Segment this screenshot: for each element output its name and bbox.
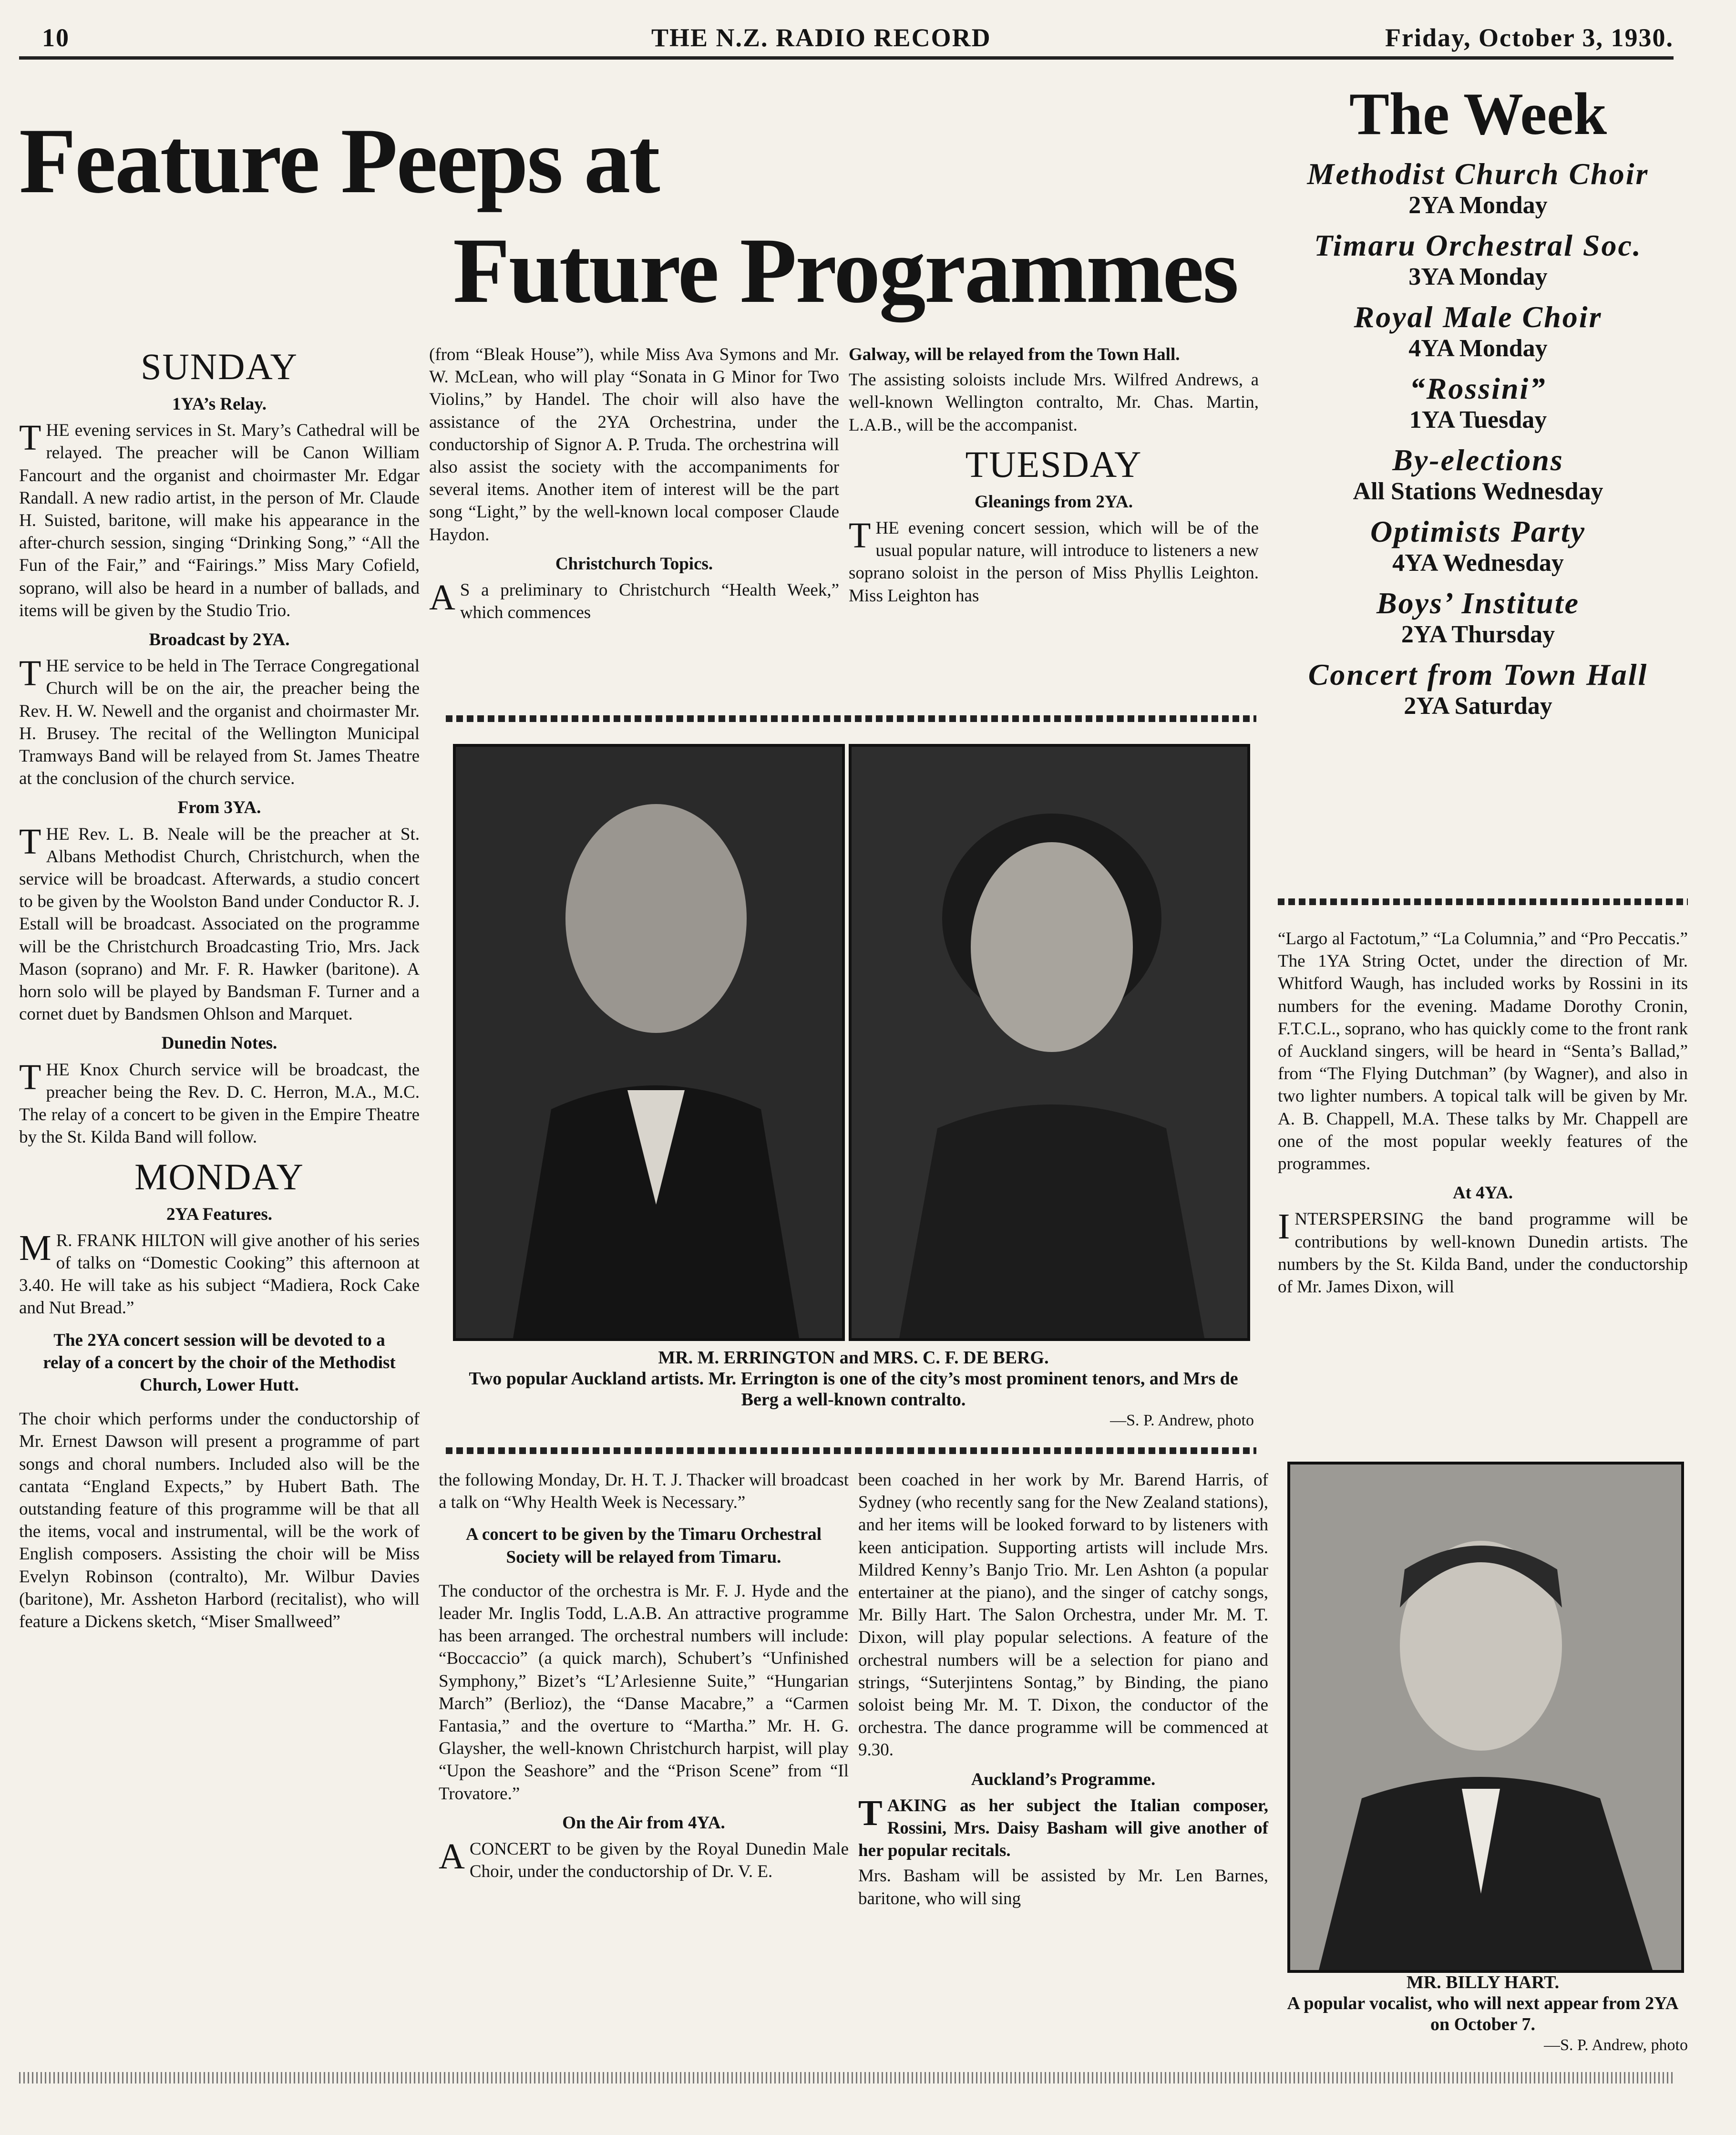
week-divider [1278, 898, 1688, 905]
page-number: 10 [42, 23, 70, 52]
paragraph: “Largo al Factotum,” “La Columnia,” and “Pro Peccatis.” The 1YA String Octet, under the direction of Mr. Whitford Waugh, has included works by Rossini in its numbers for the evening. Madame Dorothy Cronin, F.T.C.L., soprano, who has quickly come to the front rank of Auckland singers, will be heard in “Senta’s Ballad,” from “The Flying Dutchman” (by Wagner), and also in two lighter numbers. A topical talk will be given by Mr. A. B. Chappell, M.A. These talks by Mr. Chappell are one of the most popular weekly features of the programmes. [1278, 929, 1688, 1174]
photo-credit: —S. P. Andrew, photo [1544, 2036, 1688, 2054]
paragraph: (from “Bleak House”), while Miss Ava Symons and Mr. W. McLean, who will play “Sonata in G Minor for Two Violins,” by Handel. The choir will also have the assistance of the 2YA Orchestrina, under the conductorship of Signor A. P. Truda. The orchestrina will also assist the society with the accompaniments for several items. Another item of interest will be the part song “Light,” by the well-known local composer Claude Haydon. [429, 345, 839, 545]
subhead: Christchurch Topics. [555, 554, 713, 574]
caption-title: MR. BILLY HART. [1406, 1972, 1560, 1992]
paragraph: TAKING as her subject the Italian composer, Rossini, Mrs. Daisy Basham will give another of her popular recitals. [858, 1793, 1268, 1861]
paragraph: M R. FRANK HILTON will give another of his series of talks on “Domestic Cooking” this afternoon at 3.40. He will take as his subject “Madiera, Rock Cake and Nut Bread.” [19, 1227, 420, 1318]
week-item: Timaru Orchestral Soc. 3YA Monday [1314, 228, 1642, 290]
portrait-billy-hart-image [1290, 1465, 1681, 1970]
paragraph: The choir which performs under the conductorship of Mr. Ernest Dawson will present a programme of part songs and choral numbers. Included also will be the cantata “England Expects,” by Hubert Bath. The outstanding feature of this programme will be that all the items, vocal and instrumental, will be the work of English composers. Assisting the choir will be Miss Evelyn Robinson (contralto), Mr. Wilbur Davies (baritone), Mr. Assheton Harbord (recitalist), who will feature a Dickens sketch, “Miser Smallweed” [19, 1409, 420, 1631]
bold-note: A concert to be given by the Timaru Orchestral Society will be relayed from Timaru. [465, 1525, 822, 1567]
paragraph: the following Monday, Dr. H. T. J. Thacker will broadcast a talk on “Why Health Week is Necessary.” [439, 1470, 849, 1513]
paper-name: THE N.Z. RADIO RECORD [651, 23, 991, 52]
subhead: Broadcast by 2YA. [149, 630, 290, 650]
paragraph: THE evening concert session, which will be of the usual popular nature, will introduce to listeners a new soprano soloist in the person of Miss Phyllis Leighton. Miss Leighton has [849, 516, 1259, 606]
paragraph: THE service to be held in The Terrace Congregational Church will be on the air, the preacher being the Rev. H. W. Newell and the organist and choirmaster Mr. H. Brusey. The recital of the Wellington Municipal Tramways Band will be relayed from St. James Theatre at the conclusion of the church service. [19, 653, 420, 789]
portrait-woman-image [852, 747, 1247, 1338]
week-item: Methodist Church Choir 2YA Monday [1307, 157, 1649, 219]
subhead: Auckland’s Programme. [971, 1769, 1156, 1789]
bottom-rule [19, 2072, 1674, 2083]
photo-caption [453, 1347, 1254, 1431]
paragraph: A S a preliminary to Christchurch “Health Week,” which commences [429, 578, 839, 623]
issue-date: Friday, October 3, 1930. [1385, 23, 1674, 52]
the-week-box [1268, 81, 1688, 730]
week-item: By-elections All Stations Wednesday [1353, 443, 1603, 505]
column-6-lower [858, 1469, 1268, 1913]
caption-title: MR. M. ERRINGTON and MRS. C. F. DE BERG. [658, 1348, 1049, 1368]
portrait-man-image [456, 747, 842, 1338]
paragraph: The conductor of the orchestra is Mr. F. J. Hyde and the leader Mr. Inglis Todd, L.A.B. An attractive programme has been arranged. The orchestral numbers will include: “Boccaccio” (a quick march), Schubert’s “Unfinished Symphony,” Bizet’s “L’Arlesienne Suite,” “Hungarian March” (Berlioz), the “Danse Macabre,” a “Carmen Fantasia,” and the overture to “Martha.” Mr. H. G. Glaysher, the well-known Christchurch harpist, will play “Upon the Seashore” and the “Prison Scene” from “Il Trovatore.” [439, 1581, 849, 1804]
paragraph: THE evening services in St. Mary’s Cathedral will be relayed. The preacher will be Canon William Fancourt and the organist and choirmaster Mr. Edgar Randall. A new radio artist, in the person of Mr. Claude H. Suisted, baritone, will make his appearance in the after-church session, singing “Drinking Song,” “All the Fun of the Fair,” and “Fairings.” Miss Mary Cofield, soprano, will also be heard in a number of ballads, and items will be given by the Studio Trio. [19, 418, 420, 620]
section-sunday: SUNDAY [141, 346, 298, 387]
subhead: From 3YA. [177, 798, 261, 818]
paragraph: ACONCERT to be given by the Royal Dunedin Male Choir, under the conductorship of Dr. V. E. [439, 1836, 849, 1882]
bold-note: The 2YA concert session will be devoted to a relay of a concert by the choir of the Methodist Church, Lower Hutt. [43, 1330, 396, 1395]
masthead [19, 23, 1674, 60]
column-4 [1278, 928, 1688, 1301]
subhead: On the Air from 4YA. [562, 1813, 725, 1833]
headline-line-2: Future Programmes [453, 219, 1238, 322]
column-3-upper [849, 343, 1259, 610]
caption-text: A popular vocalist, who will next appear from 2YA on October 7. [1287, 1993, 1679, 2034]
paragraph: THE Knox Church service will be broadcast, the preacher being the Rev. D. C. Herron, M.A., M.C. The relay of a concert to be given in the Empire Theatre by the St. Kilda Band will follow. [19, 1057, 420, 1147]
column-sunday-monday [19, 339, 420, 1636]
subhead: 1YA’s Relay. [172, 394, 267, 414]
photo-divider-bottom [446, 1447, 1256, 1454]
week-item: Royal Male Choir 4YA Monday [1354, 300, 1602, 362]
photo-divider-top [446, 715, 1256, 722]
paragraph: Galway, will be relayed from the Town Hall. [849, 345, 1180, 364]
column-5-lower [439, 1469, 849, 1886]
paragraph: THE Rev. L. B. Neale will be the preacher at St. Albans Methodist Church, Christchurch, when the service will be broadcast. Afterwards, a studio concert to be given by the Woolston Band under Conductor R. J. Estall will be broadcast. Associated on the programme will be the Christchurch Broadcasting Trio, Mrs. Jack Mason (soprano) and Mr. F. R. Hawker (baritone). A horn solo will be played by Bandsman F. Turner and a cornet duet by Bandsmen Ohlson and Marquet. [19, 821, 420, 1024]
subhead: Dunedin Notes. [161, 1033, 277, 1053]
photo-errington [453, 744, 845, 1341]
billy-hart-caption [1278, 1972, 1688, 2056]
the-week-title: The Week [1349, 81, 1607, 147]
photo-billy-hart [1287, 1462, 1684, 1973]
column-2-upper [429, 343, 839, 627]
section-monday: MONDAY [134, 1155, 304, 1197]
photo-credit: —S. P. Andrew, photo [1110, 1412, 1254, 1429]
week-item: Boys’ Institute 2YA Thursday [1376, 586, 1580, 648]
paragraph: INTERSPERSING the band programme will be contributions by well-known Dunedin artists. The numbers by the St. Kilda Band, under the conductorship of Mr. James Dixon, will [1278, 1207, 1688, 1297]
paragraph: been coached in her work by Mr. Barend Harris, of Sydney (who recently sang for the New Zealand stations), and her items will be looked forward to by listeners with keen anticipation. Supporting artists will include Mrs. Mildred Kenny’s Banjo Trio. Mr. Len Ashton (a popular entertainer at the piano), and the singer of catchy songs, Mr. Billy Hart. The Salon Orchestra, under Mr. M. T. Dixon, will play popular selections. A feature of the orchestral numbers will be a selection for piano and strings, “Suterjintens Sontag,” by Binding, the piano soloist being Mr. M. T. Dixon, the conductor of the orchestra. The dance programme will be commenced at 9.30. [858, 1470, 1268, 1760]
caption-text: Two popular Auckland artists. Mr. Errington is one of the city’s most prominent tenors, and Mrs de Berg a well-known contralto. [469, 1369, 1238, 1410]
week-item: Concert from Town Hall 2YA Saturday [1308, 658, 1648, 720]
subhead: At 4YA. [1452, 1183, 1513, 1203]
paragraph: Mrs. Basham will be assisted by Mr. Len Barnes, baritone, who will sing [858, 1866, 1268, 1908]
section-tuesday: TUESDAY [965, 443, 1142, 485]
headline-line-1: Feature Peeps at [19, 109, 659, 213]
photo-de-berg [849, 744, 1250, 1341]
week-item: “Rossini” 1YA Tuesday [1409, 371, 1547, 433]
subhead: 2YA Features. [166, 1204, 272, 1224]
subhead: Gleanings from 2YA. [974, 492, 1133, 512]
week-item: Optimists Party 4YA Wednesday [1370, 515, 1586, 577]
paragraph: The assisting soloists include Mrs. Wilfred Andrews, a well-known Wellington contralto, Mr. Chas. Martin, L.A.B., will be the accompanist. [849, 370, 1259, 435]
